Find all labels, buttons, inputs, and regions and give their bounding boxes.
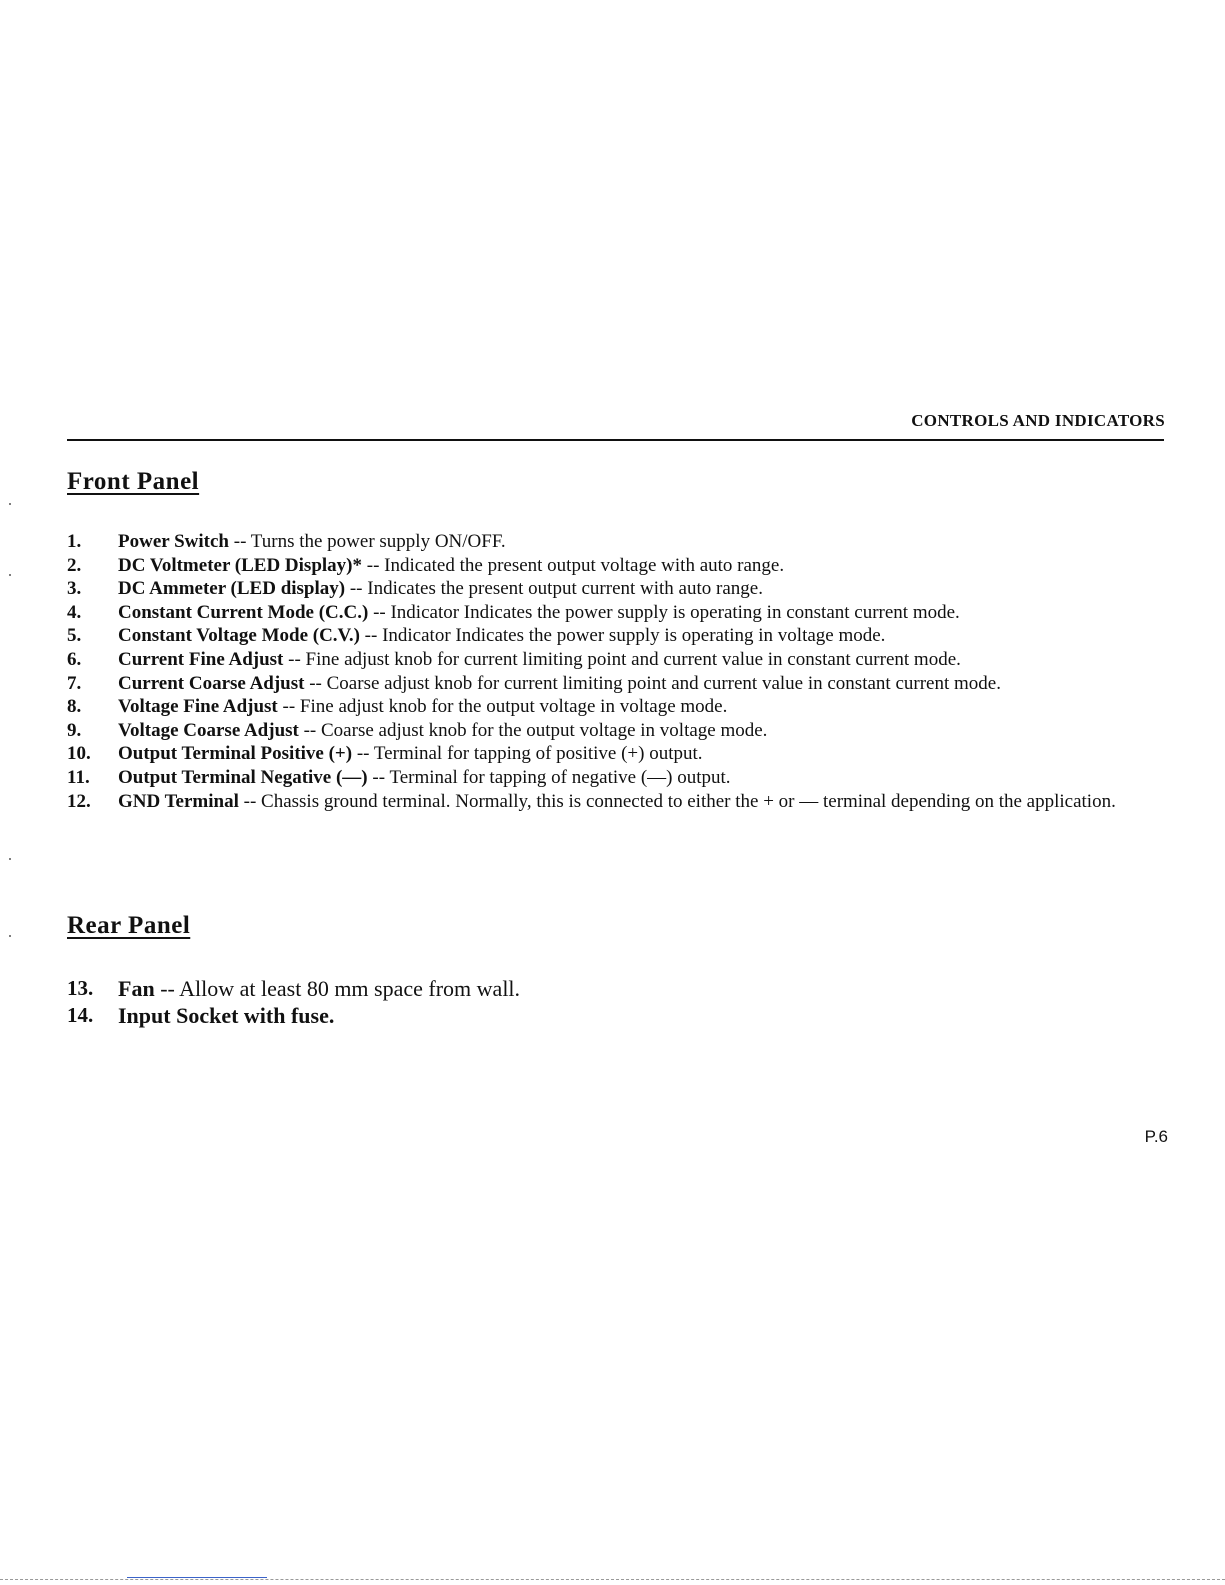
- page-number: P.6: [1144, 1127, 1168, 1146]
- list-item: [67, 554, 1164, 578]
- item-term: Constant Current Mode (C.C.): [118, 601, 369, 623]
- item-number: 8.: [67, 696, 82, 718]
- item-term: Voltage Coarse Adjust: [118, 719, 299, 741]
- page-edge-mark: [127, 1577, 267, 1578]
- item-description: -- Turns the power supply ON/OFF.: [229, 531, 506, 552]
- rear-panel-list: [67, 975, 1164, 1029]
- item-term: Input Socket with fuse.: [118, 1003, 335, 1028]
- item-number: 5.: [67, 625, 82, 647]
- item-description: -- Allow at least 80 mm space from wall.: [154, 976, 521, 1001]
- item-description: -- Indicator Indicates the power supply is operating in voltage mode.: [359, 625, 886, 647]
- item-term: DC Ammeter (LED display): [118, 578, 346, 600]
- item-term: Output Terminal Positive (+): [118, 743, 353, 765]
- scan-artifact: [9, 858, 11, 860]
- list-item: [67, 648, 1164, 672]
- list-item: [67, 742, 1164, 766]
- list-item: [67, 719, 1164, 743]
- item-description: -- Coarse adjust knob for current limiting point and current value in constant current mode.: [304, 672, 1001, 694]
- item-number: 13.: [67, 976, 94, 1000]
- item-term: Fan: [118, 976, 155, 1001]
- item-number: 14.: [67, 1003, 94, 1027]
- list-item: [67, 1002, 1164, 1029]
- item-number: 7.: [67, 672, 82, 694]
- header-rule: [67, 439, 1164, 441]
- item-term: Power Switch: [118, 531, 229, 552]
- item-number: 11.: [67, 766, 90, 788]
- item-number: 6.: [67, 648, 82, 670]
- item-description: -- Terminal for tapping of positive (+) output.: [352, 743, 703, 765]
- item-number: 10.: [67, 743, 91, 765]
- list-item: [67, 975, 1164, 1002]
- list-item: [67, 577, 1164, 601]
- item-description: -- Fine adjust knob for the output voltage in voltage mode.: [277, 696, 728, 718]
- item-description: -- Indicator Indicates the power supply is operating in constant current mode.: [368, 601, 960, 623]
- item-number: 12.: [67, 790, 91, 812]
- item-term: Output Terminal Negative (—): [118, 766, 368, 788]
- item-number: 4.: [67, 601, 82, 623]
- scan-artifact: [9, 574, 11, 576]
- list-item: [67, 530, 1164, 554]
- list-item: [67, 790, 1164, 814]
- item-number: 9.: [67, 719, 82, 741]
- list-item: [67, 766, 1164, 790]
- scan-artifact: [9, 503, 11, 505]
- front-panel-list: [67, 530, 1164, 813]
- item-term: Constant Voltage Mode (C.V.): [118, 625, 360, 647]
- item-term: Current Fine Adjust: [118, 648, 284, 670]
- page-edge-rule: [0, 1579, 1225, 1580]
- scan-artifact: [9, 935, 11, 937]
- list-item: [67, 672, 1164, 696]
- section-title: CONTROLS AND INDICATORS: [911, 411, 1165, 430]
- item-description: -- Terminal for tapping of negative (—) output.: [367, 766, 731, 788]
- list-item: [67, 624, 1164, 648]
- item-description: -- Coarse adjust knob for the output voltage in voltage mode.: [298, 719, 768, 741]
- item-term: Voltage Fine Adjust: [118, 696, 278, 718]
- item-term: GND Terminal: [118, 790, 239, 812]
- item-description: -- Chassis ground terminal. Normally, this is connected to either the + or — terminal depending on the application.: [238, 790, 1116, 812]
- item-description: -- Indicates the present output current with auto range.: [345, 578, 763, 600]
- item-number: 1.: [67, 531, 82, 552]
- item-number: 3.: [67, 578, 82, 600]
- list-item: [67, 601, 1164, 625]
- list-item: [67, 695, 1164, 719]
- front-panel-heading: Front Panel: [67, 468, 200, 495]
- rear-panel-heading: Rear Panel: [67, 912, 191, 939]
- item-term: DC Voltmeter (LED Display)*: [118, 554, 363, 576]
- item-description: -- Indicated the present output voltage with auto range.: [362, 554, 785, 576]
- item-description: -- Fine adjust knob for current limiting point and current value in constant current mode.: [283, 648, 961, 670]
- item-number: 2.: [67, 554, 82, 576]
- item-term: Current Coarse Adjust: [118, 672, 305, 694]
